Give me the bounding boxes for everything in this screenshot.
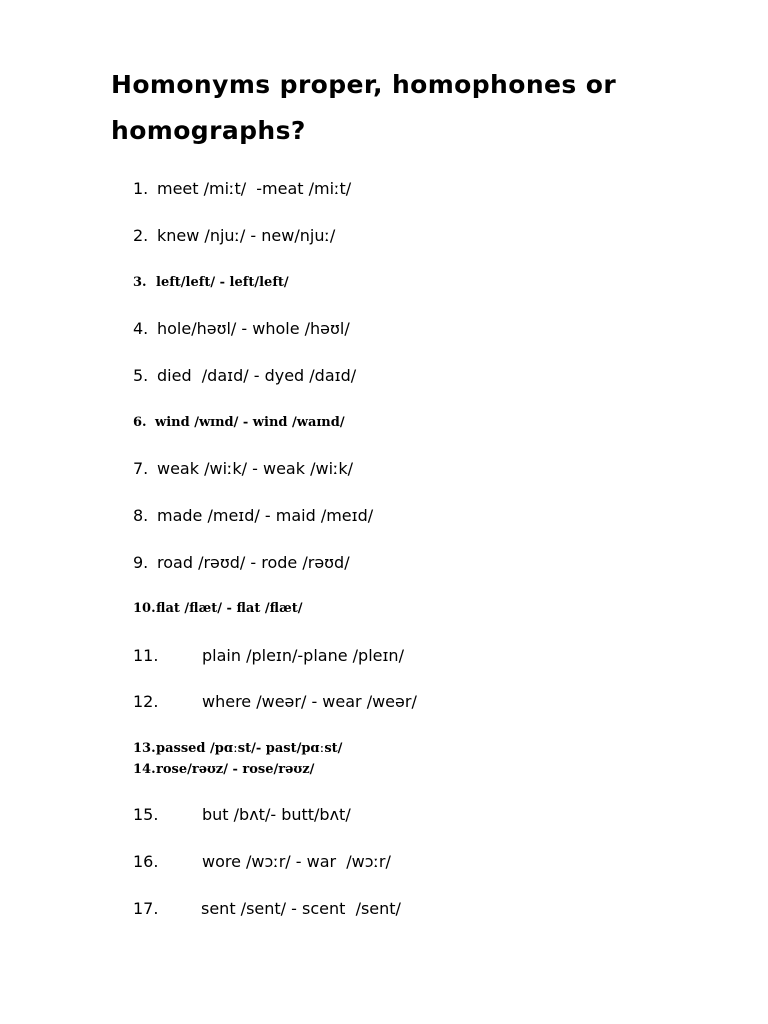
item-text: sent /sent/ - scent /sent/ xyxy=(201,899,401,918)
item-number: 3. xyxy=(133,275,147,290)
item-text: weak /wiːk/ - weak /wiːk/ xyxy=(157,459,354,478)
item-text: road /rəʊd/ - rode /rəʊd/ xyxy=(157,553,350,572)
item-number: 6. xyxy=(133,415,147,430)
item-text: made /meɪd/ - maid /meɪd/ xyxy=(157,506,374,525)
item-number: 14. xyxy=(133,762,156,777)
list-item xyxy=(133,899,401,975)
item-text: meet /miːt/ -meat /miːt/ xyxy=(157,179,352,198)
item-text: left/left/ - left/left/ xyxy=(156,275,289,290)
item-text: wind /wɪnd/ - wind /waɪnd/ xyxy=(155,415,345,430)
item-number: 12. xyxy=(133,692,159,711)
item-number: 2. xyxy=(133,226,149,245)
item-number: 7. xyxy=(133,459,149,478)
item-text: but /bʌt/- butt/bʌt/ xyxy=(202,805,351,824)
item-text: hole/həʊl/ - whole /həʊl/ xyxy=(157,319,350,338)
item-number: 10. xyxy=(133,601,156,616)
item-text: passed /pɑːst/- past/pɑːst/ xyxy=(156,741,343,756)
item-number: 16. xyxy=(133,852,159,871)
item-number: 8. xyxy=(133,506,149,525)
item-number: 13. xyxy=(133,741,156,756)
item-number: 5. xyxy=(133,366,149,385)
item-text: plain /pleɪn/-plane /pleɪn/ xyxy=(202,646,404,665)
item-text: rose/rəʊz/ - rose/rəʊz/ xyxy=(156,762,315,777)
item-text: knew /njuː/ - new/njuː/ xyxy=(157,226,336,245)
item-text: died /daɪd/ - dyed /daɪd/ xyxy=(157,366,357,385)
item-text: flat /flæt/ - flat /flæt/ xyxy=(156,601,303,616)
item-text: wore /wɔːr/ - war /wɔːr/ xyxy=(202,852,391,871)
item-number: 17. xyxy=(133,899,159,918)
item-text: where /weər/ - wear /weər/ xyxy=(202,692,417,711)
item-number: 11. xyxy=(133,646,159,665)
item-number: 4. xyxy=(133,319,149,338)
item-number: 9. xyxy=(133,553,149,572)
page-title: Homonyms proper, homophones or homographs? xyxy=(111,70,617,145)
item-number: 1. xyxy=(133,179,149,198)
item-number: 15. xyxy=(133,805,159,824)
